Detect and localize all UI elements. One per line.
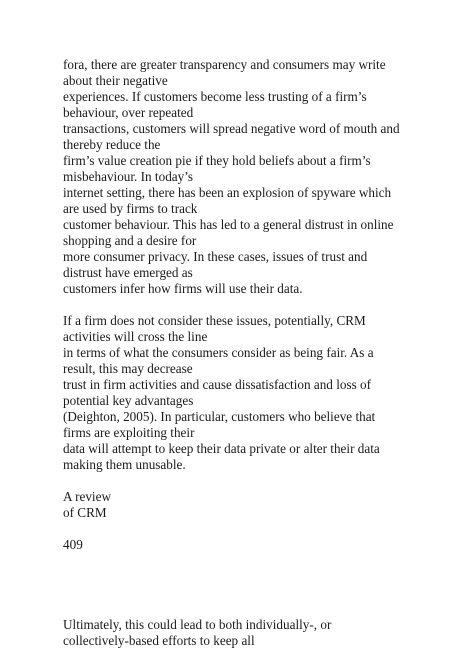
text-line: about their negative	[63, 73, 168, 88]
text-line: experiences. If customers become less trusting of a firm’s	[63, 89, 367, 104]
text-line: (Deighton, 2005). In particular, customers who believe that	[63, 409, 376, 424]
text-line: misbehaviour. In today’s	[63, 169, 194, 184]
text-line: customers infer how firms will use their data.	[63, 281, 303, 296]
text-line: firms are exploiting their	[63, 425, 195, 440]
text-line: firm’s value creation pie if they hold beliefs about a firm’s	[63, 153, 371, 168]
text-line: fora, there are greater transparency and consumers may write	[63, 57, 386, 72]
running-header: of CRM	[63, 505, 107, 520]
text-line: in terms of what the consumers consider as being fair. As a	[63, 345, 374, 360]
text-line: potential key advantages	[63, 393, 194, 408]
text-line: trust in firm activities and cause dissatisfaction and loss of	[63, 377, 372, 392]
text-line: behaviour, over repeated	[63, 105, 194, 120]
text-line: are used by firms to track	[63, 201, 198, 216]
text-line: more consumer privacy. In these cases, issues of trust and	[63, 249, 368, 264]
text-line: transactions, customers will spread negative word of mouth and	[63, 121, 400, 136]
text-line: Ultimately, this could lead to both individually-, or	[63, 617, 332, 632]
text-line: activities will cross the line	[63, 329, 208, 344]
text-line: thereby reduce the	[63, 137, 161, 152]
running-header: A review	[63, 489, 111, 504]
text-line: making them unusable.	[63, 457, 186, 472]
text-line: distrust have emerged as	[63, 265, 193, 280]
text-line: result, this may decrease	[63, 361, 193, 376]
text-line: If a firm does not consider these issues, potentially, CRM	[63, 313, 366, 328]
text-line: collectively-based efforts to keep all	[63, 633, 255, 648]
text-line: customer behaviour. This has led to a general distrust in online	[63, 217, 394, 232]
text-line: internet setting, there has been an explosion of spyware which	[63, 185, 392, 200]
page-number: 409	[63, 537, 83, 552]
text-line: shopping and a desire for	[63, 233, 197, 248]
text-line: data will attempt to keep their data private or alter their data	[63, 441, 380, 456]
